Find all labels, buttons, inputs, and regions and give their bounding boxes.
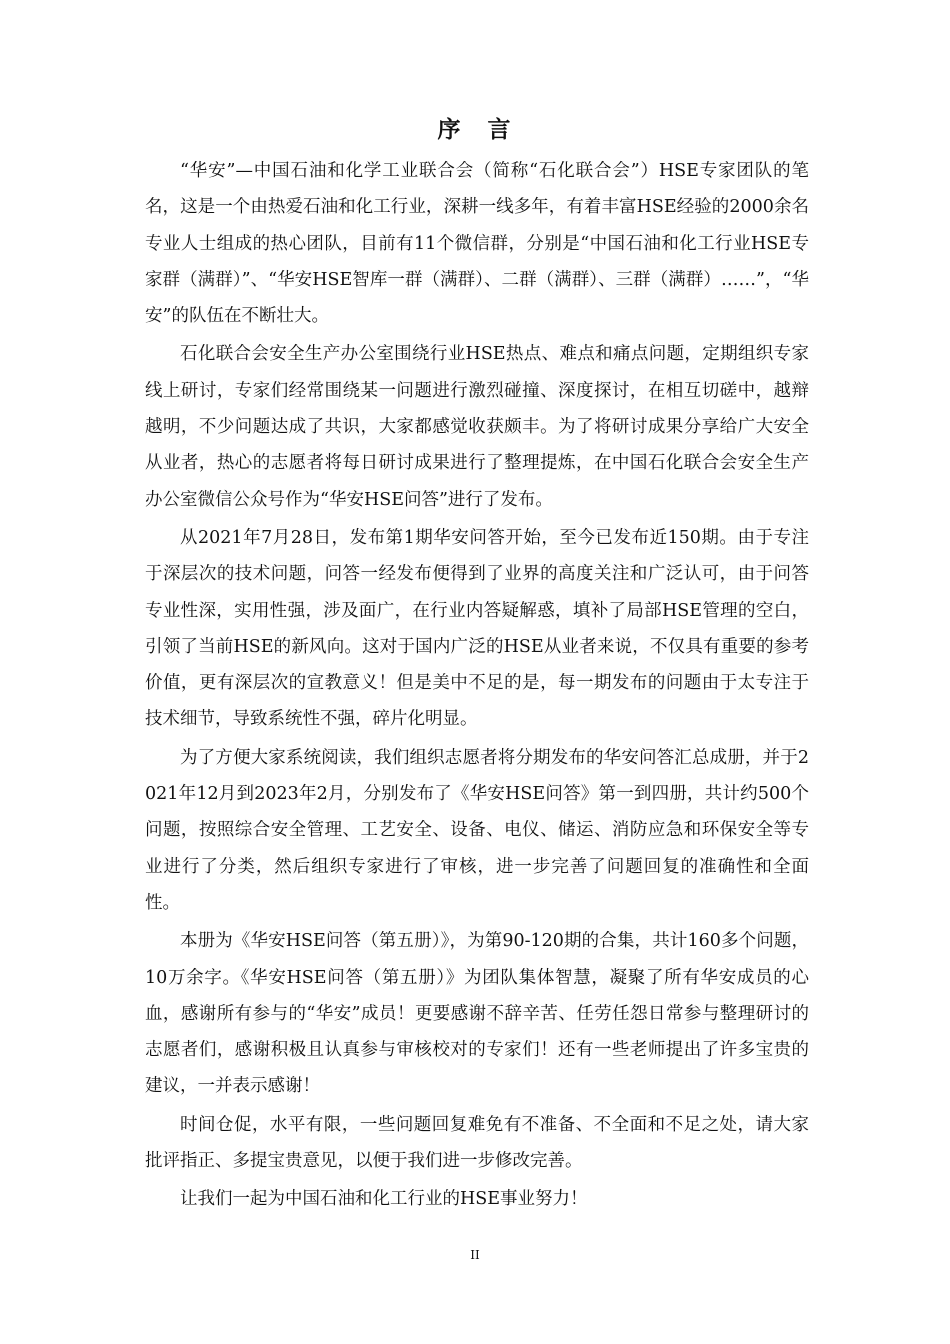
- paragraph-1: “华安”—中国石油和化学工业联合会（简称“石化联合会”）HSE专家团队的笔名，这是一个由热爱石油和化工行业，深耕一线多年，有着丰富HSE经验的2000余名专业人士组成的热心团队，目前有11个微信群，分别是“中国石油和化工行业HSE专家群（满群）”、“华安HSE智库一群（满群）、二群（满群）、三群（满群）……”，“华安”的队伍在不断壮大。: [145, 161, 809, 327]
- page-number: II: [470, 1248, 480, 1262]
- paragraph-5: 本册为《华安HSE问答（第五册）》，为第90-120期的合集，共计160多个问题，10万余字。《华安HSE问答（第五册）》为团队集体智慧，凝聚了所有华安成员的心血，感谢所有参与的“华安”成员！更要感谢不辞辛苦、任劳任怨日常参与整理研讨的志愿者们，感谢积极且认真参与审核校对的专家们！还有一些老师提出了许多宝贵的建议，一并表示感谢！: [145, 931, 809, 1097]
- page-title: 序 言: [437, 116, 513, 143]
- paragraph-3: 从2021年7月28日，发布第1期华安问答开始，至今已发布近150期。由于专注于深层次的技术问题，问答一经发布便得到了业界的高度关注和广泛认可，由于问答专业性深，实用性强，涉及面广，在行业内答疑解惑，填补了局部HSE管理的空白，引领了当前HSE的新风向。这对于国内广泛的HSE从业者来说，不仅具有重要的参考价值，更有深层次的宣教意义！但是美中不足的是，每一期发布的问题由于太专注于技术细节，导致系统性不强，碎片化明显。: [145, 527, 809, 730]
- paragraph-6: 时间仓促，水平有限，一些问题回复难免有不准备、不全面和不足之处，请大家批评指正、多提宝贵意见，以便于我们进一步修改完善。: [145, 1114, 809, 1172]
- paragraph-2: 石化联合会安全生产办公室围绕行业HSE热点、难点和痛点问题，定期组织专家线上研讨，专家们经常围绕某一问题进行激烈碰撞、深度探讨，在相互切磋中，越辩越明，不少问题达成了共识，大家都感觉收获颇丰。为了将研讨成果分享给广大安全从业者，热心的志愿者将每日研讨成果进行了整理提炼，在中国石化联合会安全生产办公室微信公众号作为“华安HSE问答”进行了发布。: [145, 344, 809, 510]
- paragraph-7: 让我们一起为中国石油和化工行业的HSE事业努力！: [180, 1189, 588, 1210]
- preface-body: [145, 153, 809, 1220]
- paragraph-4: 为了方便大家系统阅读，我们组织志愿者将分期发布的华安问答汇总成册，并于2021年12月到2023年2月，分别发布了《华安HSE问答》第一到四册，共计约500个问题，按照综合安全管理、工艺安全、设备、电仪、储运、消防应急和环保安全等专业进行了分类，然后组织专家进行了审核，进一步完善了问题回复的准确性和全面性。: [145, 747, 809, 913]
